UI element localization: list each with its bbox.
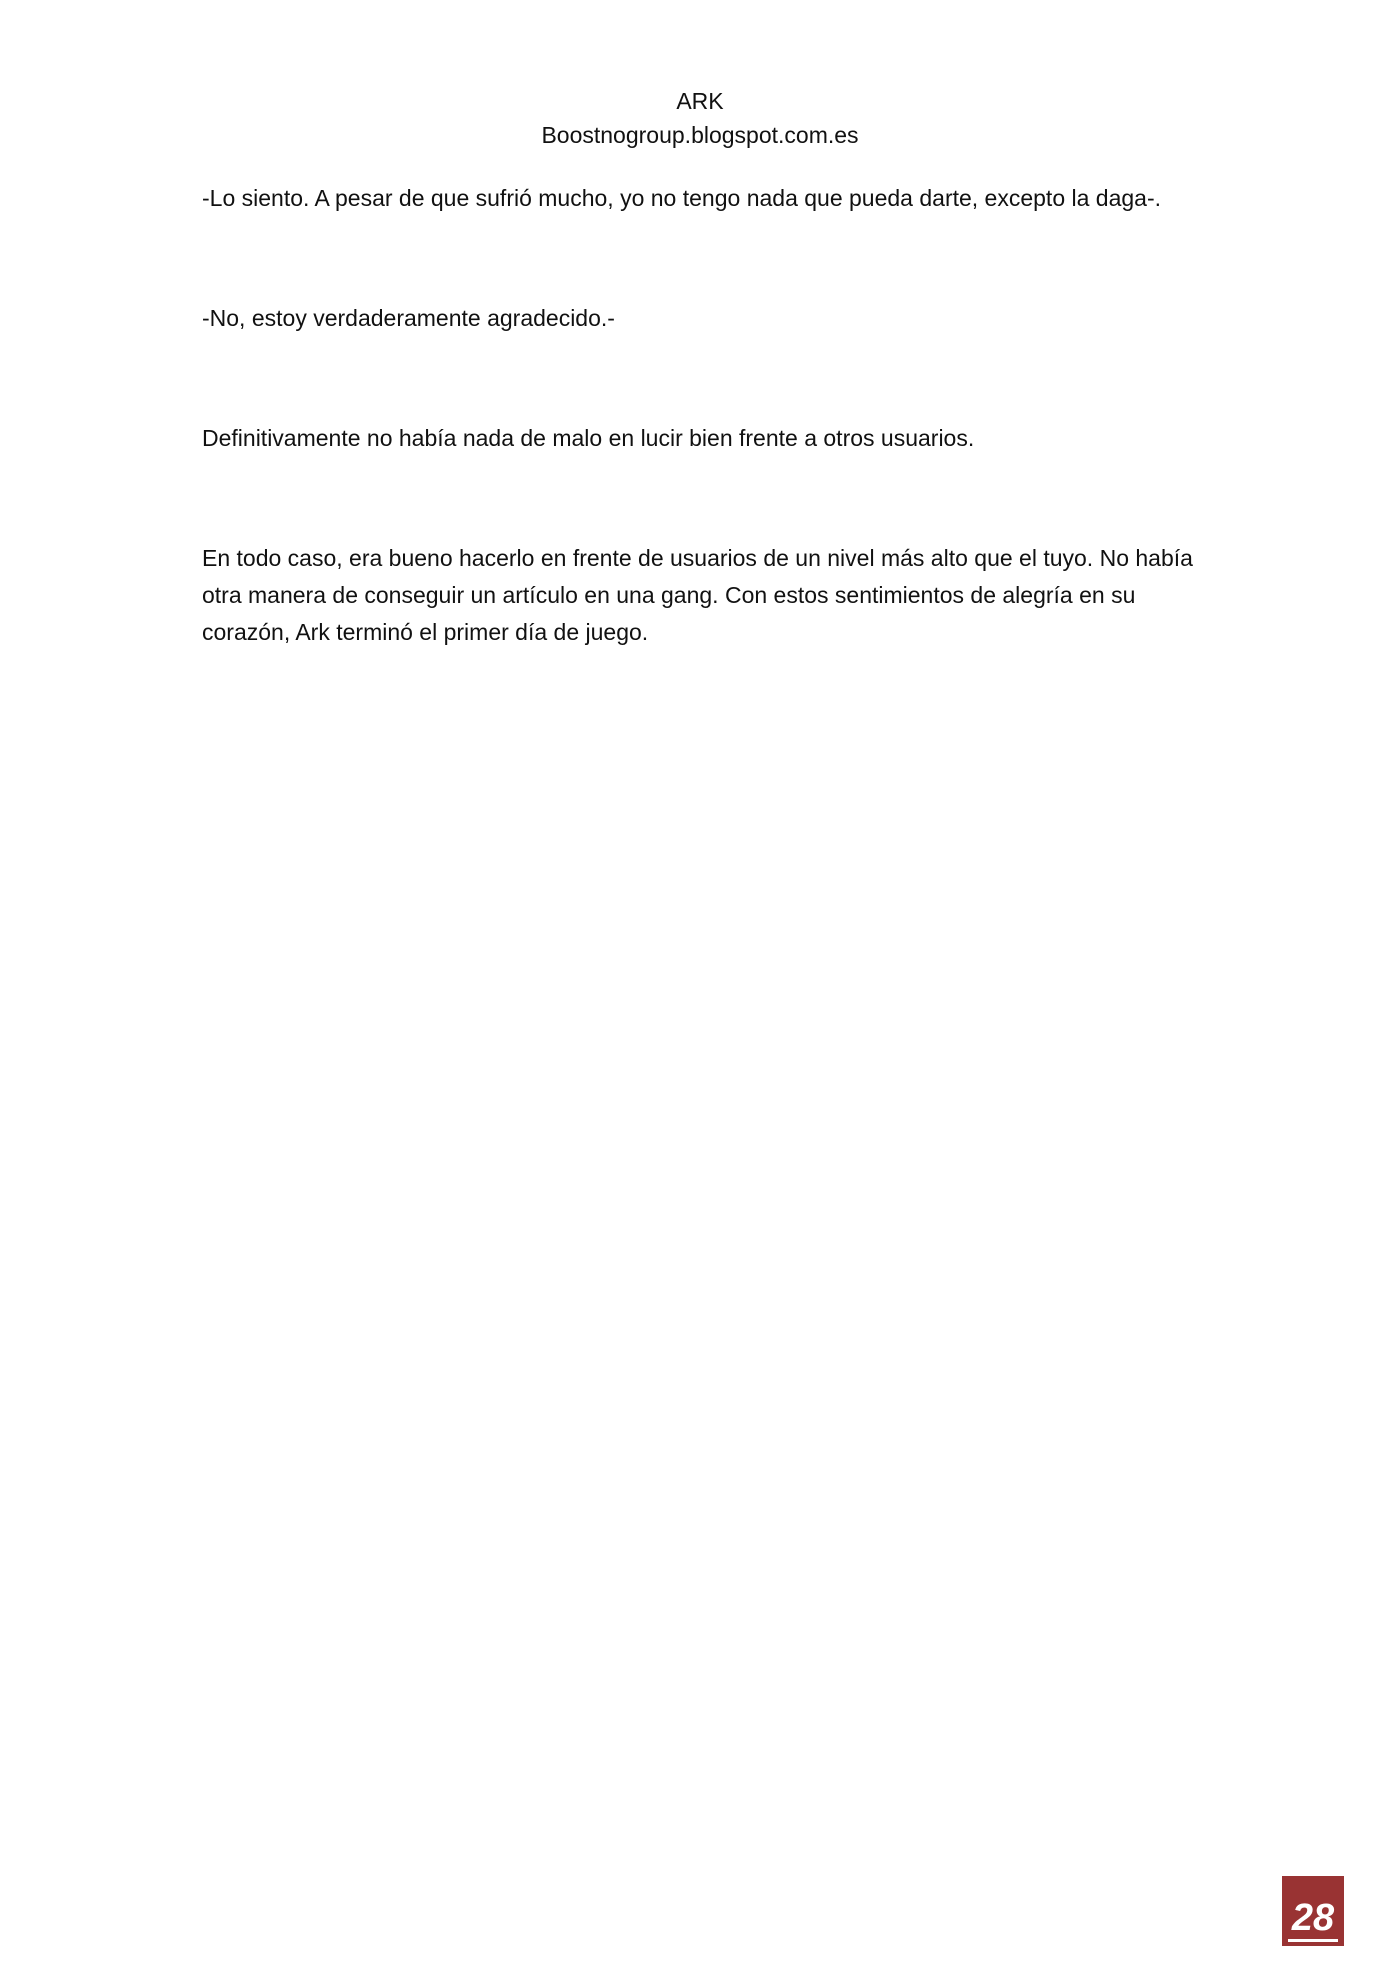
paragraph: -No, estoy verdaderamente agradecido.- — [202, 305, 615, 331]
page-number-badge — [1282, 1876, 1344, 1946]
page-body — [202, 180, 1202, 734]
header-subtitle: Boostnogroup.blogspot.com.es — [541, 122, 859, 148]
paragraph: -Lo siento. A pesar de que sufrió mucho, yo no tengo nada que pueda darte, excepto la daga-. — [202, 185, 1162, 211]
paragraph: Definitivamente no había nada de malo en lucir bien frente a otros usuarios. — [202, 425, 975, 451]
header-title: ARK — [676, 88, 724, 114]
page-header — [0, 84, 1400, 152]
page-number: 28 — [1291, 1897, 1335, 1939]
page-number-underline — [1288, 1939, 1338, 1942]
paragraph: En todo caso, era bueno hacerlo en frente de usuarios de un nivel más alto que el tuyo. No había otra manera de conseguir un artículo en una gang. Con estos sentimientos de alegría en su corazón, Ark terminó el primer día de juego. — [202, 545, 1193, 645]
